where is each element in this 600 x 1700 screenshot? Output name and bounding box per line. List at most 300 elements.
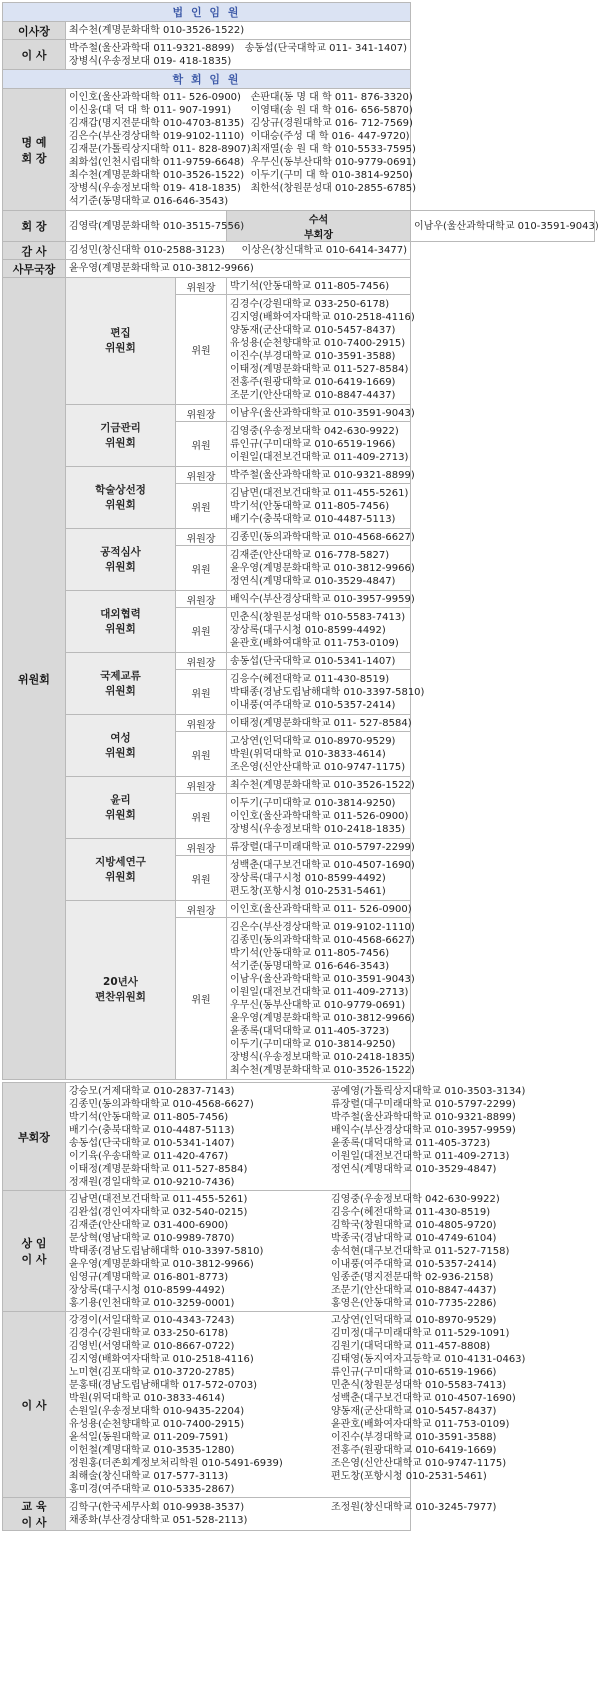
committee-name: [66, 529, 176, 591]
committee-members: [227, 856, 415, 901]
role-text: 위원: [191, 346, 211, 357]
list-item: 이신웅(대 덕 대 학 011- 907-1991): [69, 105, 232, 116]
label-line: 지방세연구: [95, 855, 146, 868]
table-row: [3, 405, 595, 422]
chair-label: [3, 22, 66, 40]
label-line: 여성: [110, 731, 131, 744]
grid-entry: 민춘식(창원문성대학 010-5583-7413): [331, 1379, 507, 1391]
committee-members: [227, 295, 415, 405]
grid-entry: 강경이(서일대학교 010-4343-7243): [69, 1314, 235, 1326]
role-text: 위원: [191, 688, 211, 700]
grid-entry: 김영중(우송정보대학 042-630-9922): [331, 1193, 500, 1205]
grid-entry: 김응수(혜전대학교 011-430-8519): [331, 1206, 491, 1218]
grid-entry: 김경수(강원대학교 033-250-6178): [69, 1327, 229, 1339]
label-line: 사무국장: [12, 262, 56, 276]
label-line: 편집: [110, 327, 131, 339]
secretary-label: [3, 260, 66, 278]
list-item: 장병식(우송정보대학 010-2418-1835): [230, 823, 406, 835]
grid-entry: 김원기(대덕대학교 011-457-8808): [331, 1340, 491, 1352]
label-line: 기금관리: [100, 421, 141, 434]
grid-entry: 이태정(계명문화대학교 011-527-8584): [69, 1163, 248, 1175]
auditor-b: 이상은(창신대학교 010-6414-3477): [241, 245, 407, 256]
section-header-society: [3, 70, 411, 89]
table-row: [3, 22, 595, 40]
role-text: 위원: [191, 502, 211, 514]
list-item: 민춘식(창원문성대학 010-5583-7413): [230, 611, 406, 623]
member-role: [176, 670, 227, 715]
list-item: 박태종(경남도립남해대학 010-3397-5810): [230, 686, 425, 698]
list-item: 석기준(동명대학교 016-646-3543): [69, 196, 229, 207]
member-role: [176, 546, 227, 591]
grid-entry: 채종화(부산경상대학교 051-528-2113): [69, 1515, 248, 1526]
label-line: 위원회: [105, 746, 136, 759]
chair-entry: 김종민(동의과학대학교 010-4568-6627): [230, 531, 415, 543]
grid-entry: 윤석일(동원대학교 011-209-7591): [69, 1431, 229, 1443]
grid-entry: 양동재(군산대학교 010-5457-8437): [331, 1405, 497, 1417]
label-line: 위원회: [18, 672, 50, 686]
committee-members: [227, 918, 415, 1080]
chair-role: [176, 278, 227, 295]
vp-label: [227, 211, 411, 242]
label-line: 교 육: [21, 1500, 47, 1513]
committee-chair: [227, 653, 411, 670]
president-text: 김영락(계명문화대학 010-3515-7556): [69, 220, 245, 232]
list-item: 이두기(구미 대 학 010-3814-9250): [250, 170, 413, 181]
standing-label: [3, 1191, 66, 1312]
officer-roster: [2, 2, 599, 1531]
grid-entry: 김학구(한국세무사회 010-9938-3537): [69, 1502, 245, 1513]
role-text: 위원장: [186, 719, 216, 731]
grid-entry: [331, 1483, 525, 1496]
label-line: 위원회: [105, 684, 136, 697]
chair-role: [176, 529, 227, 546]
list-item: 이인호(울산과학대학 011- 526-0900): [69, 92, 241, 103]
board-label: [3, 1312, 66, 1498]
committee-members: [227, 422, 411, 467]
role-text: 위원: [191, 564, 211, 576]
list-item: 최화섭(인천시립대학 011-9759-6648): [69, 157, 245, 168]
auditor-a: 김성민(창신대학 010-2588-3123): [69, 245, 225, 256]
grid-entry: 김학국(창원대학교 010-4805-9720): [331, 1219, 497, 1231]
list-item: 조은영(신안산대학교 010-9747-1175): [230, 761, 406, 773]
chair-value: [66, 22, 411, 40]
committee-chair: [227, 278, 411, 295]
label-line: 국제교류: [100, 669, 141, 682]
list-item: 최한석(창원문성대 010-2855-6785): [250, 183, 417, 194]
role-text: 위원장: [186, 905, 216, 917]
grid-entry: 유성용(순천향대학교 010-7400-2915): [69, 1418, 245, 1430]
label-line: 이 사: [21, 48, 47, 62]
label-line: 위원회: [105, 498, 136, 511]
chair-role: [176, 467, 227, 484]
grid-entry: 김남면(대전보건대학교 011-455-5261): [69, 1193, 248, 1205]
role-text: 위원장: [186, 409, 216, 421]
label-line: 수석: [308, 215, 329, 226]
table-row: [3, 89, 595, 211]
committee-members: [227, 732, 411, 777]
honorary-value: [66, 89, 417, 211]
label-line: 편찬위원회: [95, 991, 146, 1003]
role-text: 위원: [191, 750, 211, 762]
committee-name: [66, 467, 176, 529]
committee-name: [66, 715, 176, 777]
chair-entry: 박기석(안동대학교 011-805-7456): [230, 280, 390, 292]
grid-entry: 이내풍(여주대학교 010-5357-2414): [331, 1258, 497, 1270]
committee-chair: [227, 529, 415, 546]
label-line: 부회장: [18, 1130, 50, 1144]
list-item: 박기석(안동대학교 011-805-7456): [230, 947, 390, 959]
table-row: [3, 242, 595, 260]
label-line: 회 장: [21, 220, 47, 233]
committee-name: [66, 278, 176, 405]
table-row: [3, 1191, 595, 1312]
list-item: 장상록(대구시청 010-8599-4492): [230, 624, 386, 636]
role-text: 위원: [191, 874, 211, 886]
list-item: 전홍주(원광대학교 010-6419-1669): [230, 376, 396, 388]
list-item: 김종민(동의과학대학교 010-4568-6627): [230, 934, 415, 946]
committee-chair: [227, 777, 415, 794]
grid-entry: 임영규(계명대학교 016-801-8773): [69, 1271, 229, 1283]
grid-entry: 김영빈(서영대학교 010-8667-0722): [69, 1340, 235, 1352]
label-line: 이 사: [21, 1253, 47, 1266]
list-item: 윤우영(계명문화대학교 010-3812-9966): [230, 1012, 415, 1024]
auditor-value: [66, 242, 411, 260]
table-row: [3, 839, 595, 856]
chair-role: [176, 591, 227, 608]
president-value: [66, 211, 245, 242]
table-row: [3, 653, 595, 670]
committee-chair: [227, 839, 415, 856]
chair-entry: 이태정(계명문화대학교 011- 527-8584): [230, 717, 412, 729]
role-text: 위원장: [186, 657, 216, 669]
list-item: 이남우(울산과학대학교 010-3591-9043): [230, 973, 415, 985]
name-grid: [69, 1193, 510, 1310]
label-line: 위원회: [105, 622, 136, 635]
grid-entry: 이헌철(계명대학교 010-3535-1280): [69, 1444, 235, 1456]
label-line: 위원회: [105, 808, 136, 821]
chair-entry: 최수천(계명문화대학교 010-3526-1522): [230, 779, 415, 791]
grid-entry: 류장렬(대구미래대학교 010-5797-2299): [331, 1098, 516, 1110]
chair-entry: 이인호(울산과학대학교 011- 526-0900): [230, 903, 412, 915]
list-item: 김은수(부산경상대학교 019-9102-1110): [230, 921, 415, 933]
grid-entry: 이기육(우송대학교 011-420-4767): [69, 1150, 229, 1162]
list-item: 김은수(부산경상대학 019-9102-1110): [69, 131, 245, 142]
grid-entry: 윤관호(배화여자대학교 011-753-0109): [331, 1418, 510, 1430]
president-label: [3, 211, 66, 242]
vice-label: [3, 1083, 66, 1191]
list-item: 김영중(우송정보대학 042-630-9922): [230, 425, 399, 437]
label-line: 명 예: [21, 135, 47, 149]
list-item: 배기수(충북대학교 010-4487-5113): [230, 513, 396, 525]
name-list: [230, 487, 407, 526]
chair-entry: 류장렬(대구미래대학교 010-5797-2299): [230, 841, 415, 853]
grid-entry: 이원일(대전보건대학교 011-409-2713): [331, 1150, 510, 1162]
list-item: 이원일(대전보건대학교 011-409-2713): [230, 451, 409, 463]
grid-entry: 문상혁(영남대학교 010-9989-7870): [69, 1232, 235, 1244]
committee-chair: [227, 405, 415, 422]
grid-entry: 윤우영(계명문화대학교 010-3812-9966): [69, 1258, 254, 1270]
grid-entry: 공예영(가톨릭상지대학교 010-3503-3134): [331, 1085, 526, 1097]
table-row: [3, 70, 595, 89]
member-role: [176, 918, 227, 1080]
committee-name: [66, 653, 176, 715]
name-list: [251, 91, 416, 208]
chair-entry: 배익수(부산경상대학교 010-3957-9959): [230, 593, 415, 605]
committee-members: [227, 546, 415, 591]
table-row: [3, 40, 595, 70]
table-row: [3, 1312, 595, 1498]
chair-role: [176, 715, 227, 732]
label-line: 위원회: [105, 560, 136, 573]
section-title: 법 인 임 원: [172, 6, 241, 19]
list-item: 이내풍(여주대학교 010-5357-2414): [230, 699, 396, 711]
label-line: 이사장: [18, 24, 50, 38]
committee-name: [66, 901, 176, 1080]
roster-table: [2, 2, 599, 1531]
edu-label: [3, 1498, 66, 1531]
list-item: 최수천(계명문화대학 010-3526-1522): [69, 170, 245, 181]
directors-value: [66, 40, 411, 70]
list-item: 편도창(포항시청 010-2531-5461): [230, 885, 386, 897]
grid-entry: 김종민(동의과학대학교 010-4568-6627): [69, 1098, 254, 1110]
grid-entry: 노미현(김포대학교 010-3720-2785): [69, 1366, 235, 1378]
table-row: [3, 715, 595, 732]
label-line: 상 임: [21, 1237, 47, 1250]
grid-entry: 홍미경(여주대학교 010-5335-2867): [69, 1483, 235, 1495]
table-row: [3, 278, 595, 295]
list-item: 이태정(계명문화대학교 011-527-8584): [230, 363, 409, 375]
label-line: 위원회: [105, 342, 136, 354]
committee-members: [227, 484, 411, 529]
list-item: 장병식(우송정보대학교 010-2418-1835): [230, 1051, 415, 1063]
vp-text: 이남우(울산과학대학교 010-3591-9043): [414, 220, 599, 232]
role-text: 위원장: [186, 781, 216, 793]
name-list: [230, 859, 415, 898]
committee-name: [66, 777, 176, 839]
role-text: 위원장: [186, 282, 216, 294]
role-text: 위원장: [186, 843, 216, 855]
grid-entry: 윤종록(대덕대학교 011-405-3723): [331, 1137, 491, 1149]
member-role: [176, 484, 227, 529]
grid-entry: 김태영(동지여자고등학교 010-4131-0463): [331, 1353, 526, 1365]
grid-entry: 김재준(안산대학교 031-400-6900): [69, 1219, 229, 1231]
role-text: 위원: [191, 440, 211, 452]
grid-entry: 조은영(신안산대학교 010-9747-1175): [331, 1457, 507, 1469]
name-list: [230, 298, 415, 402]
grid-entry: 최해술(창신대학교 017-577-3113): [69, 1470, 229, 1482]
grid-entry: 송동섭(단국대학교 010-5341-1407): [69, 1137, 235, 1149]
honorary-label: [3, 89, 66, 211]
list-item: 최수천(계명문화대학교 010-3526-1522): [230, 1064, 415, 1076]
list-item: 손판대(동 명 대 학 011- 876-3320): [250, 92, 413, 103]
list-item: 이영태(송 원 대 학 016- 656-5870): [250, 105, 413, 116]
role-text: 위원장: [186, 595, 216, 607]
label-line: 20년사: [103, 976, 138, 988]
committee-group-label: [3, 278, 66, 1080]
chair-role: [176, 839, 227, 856]
chair-text: 최수천(계명문화대학 010-3526-1522): [69, 25, 245, 36]
grid-entry: 박종국(경남대학교 010-4749-6104): [331, 1232, 497, 1244]
list-item: 정연식(계명대학교 010-3529-4847): [230, 575, 396, 587]
table-row: [3, 260, 595, 278]
grid-entry: 홍영은(안동대학교 010-7735-2286): [331, 1297, 497, 1309]
grid-entry: 박원(위덕대학교 010-3833-4614): [69, 1392, 225, 1404]
directors-label: [3, 40, 66, 70]
committee-chair: [227, 591, 415, 608]
member-role: [176, 608, 227, 653]
label-line: 위원회: [105, 870, 136, 883]
grid-entry: 임종준(명지전문대학 02-936-2158): [331, 1271, 494, 1283]
member-role: [176, 295, 227, 405]
list-item: 우무신(동부산대학교 010-9779-0691): [230, 999, 406, 1011]
grid-entry: [331, 1514, 496, 1527]
grid-entry: 강승모(거제대학교 010-2837-7143): [69, 1085, 235, 1097]
grid-entry: 고상연(인덕대학교 010-8970-9529): [331, 1314, 497, 1326]
board-value: [66, 1312, 526, 1498]
list-item: 김재갑(명지전문대학 010-4703-8135): [69, 118, 245, 129]
name-list: [230, 735, 407, 774]
grid-entry: 전홍주(원광대학교 010-6419-1669): [331, 1444, 497, 1456]
name-grid: [69, 1085, 526, 1189]
list-item: 박기석(안동대학교 011-805-7456): [230, 500, 390, 512]
grid-entry: 류인규(구미대학교 010-6519-1966): [331, 1366, 497, 1378]
table-row: [3, 1083, 595, 1191]
role-text: 위원: [191, 812, 211, 824]
chair-role: [176, 653, 227, 670]
list-item: 박주철(울산과학대 011-9321-8899): [69, 42, 235, 54]
vice-value: [66, 1083, 526, 1191]
chair-role: [176, 777, 227, 794]
list-item: 김재준(안산대학교 016-778-5827): [230, 549, 390, 561]
member-role: [176, 732, 227, 777]
list-item: 이인호(울산과학대학교 011-526-0900): [230, 810, 409, 822]
label-line: 부회장: [304, 230, 333, 241]
list-item: 양동재(군산대학교 010-5457-8437): [230, 324, 396, 336]
committee-chair: [227, 467, 415, 484]
name-grid: [69, 1314, 526, 1496]
grid-entry: [331, 1176, 525, 1189]
committee-members: [227, 794, 411, 839]
grid-entry: 배기수(충북대학교 010-4487-5113): [69, 1124, 235, 1136]
list-item: 송동섭(단국대학교 011- 341-1407): [244, 42, 407, 54]
list-item: 이두기(구미대학교 010-3814-9250): [230, 1038, 396, 1050]
committee-name: [66, 591, 176, 653]
list-item: 윤관호(배화여대학교 011-753-0109): [230, 637, 399, 649]
name-list: [69, 42, 245, 68]
chair-role: [176, 405, 227, 422]
table-row: [3, 211, 595, 242]
grid-entry: 이진수(부경대학교 010-3591-3588): [331, 1431, 497, 1443]
role-text: 위원장: [186, 471, 216, 483]
auditor-label: [3, 242, 66, 260]
section-header-corporate: [3, 3, 411, 22]
committee-members: [227, 608, 411, 653]
list-item: 이대승(주성 대 학 016- 447-9720): [250, 131, 410, 142]
list-item: 김경수(강원대학교 033-250-6178): [230, 298, 390, 310]
role-text: 위원: [191, 995, 211, 1006]
list-item: 최재열(송 원 대 학 010-5533-7595): [250, 144, 416, 155]
table-row: [3, 901, 595, 918]
name-list: [230, 673, 425, 712]
committee-members: [227, 670, 425, 715]
name-list: [230, 549, 415, 588]
list-item: 장병식(우송정보대학 019- 418-1835): [69, 183, 241, 194]
grid-entry: 손원일(우송정보대학 010-9435-2204): [69, 1405, 245, 1417]
name-list: [230, 797, 407, 836]
member-role: [176, 422, 227, 467]
grid-entry: 홍기용(인천대학교 010-3259-0001): [69, 1297, 235, 1309]
grid-entry: 장상록(대구시청 010-8599-4492): [69, 1284, 225, 1296]
table-row: [3, 1498, 595, 1531]
two-col: [69, 244, 407, 257]
grid-entry: 조문기(안산대학교 010-8847-4437): [331, 1284, 497, 1296]
list-item: 장병식(우송정보대 019- 418-1835): [69, 55, 232, 67]
table-row: [3, 529, 595, 546]
name-list: [230, 425, 407, 464]
two-col: [69, 42, 407, 68]
list-item: 이원일(대전보건대학교 011-409-2713): [230, 986, 409, 998]
table-row: [3, 467, 595, 484]
role-text: 위원장: [186, 533, 216, 545]
list-item: 류인규(구미대학교 010-6519-1966): [230, 438, 396, 450]
grid-entry: 박주철(울산과학대학교 010-9321-8899): [331, 1111, 516, 1123]
list-item: 고상연(인덕대학교 010-8970-9529): [230, 735, 396, 747]
list-item: 장상록(대구시청 010-8599-4492): [230, 872, 386, 884]
list-item: 김남면(대전보건대학교 011-455-5261): [230, 487, 409, 499]
section-title: 학 회 임 원: [172, 73, 241, 86]
chair-entry: 박주철(울산과학대학교 010-9321-8899): [230, 469, 415, 481]
list-item: 박원(위덕대학교 010-3833-4614): [230, 748, 386, 760]
grid-entry: 성백춘(대구보건대학교 010-4507-1690): [331, 1392, 516, 1404]
secretary-value: [66, 260, 411, 278]
vp-value: [411, 211, 599, 242]
label-line: 위원회: [105, 436, 136, 449]
committee-name: [66, 405, 176, 467]
two-col: [69, 91, 417, 208]
list-item: 유성용(순천향대학교 010-7400-2915): [230, 337, 406, 349]
chair-entry: 송동섭(단국대학교 010-5341-1407): [230, 655, 396, 667]
list-item: 조문기(안산대학교 010-8847-4437): [230, 389, 396, 401]
name-list: [245, 42, 407, 68]
name-list: [230, 921, 415, 1077]
label-line: 대외협력: [100, 607, 141, 620]
label-line: 공적심사: [100, 545, 141, 558]
role-text: 위원: [191, 626, 211, 638]
grid-entry: 김지영(배화여자대학교 010-2518-4116): [69, 1353, 254, 1365]
committee-chair: [227, 901, 411, 918]
committee-name: [66, 839, 176, 901]
label-line: 이 사: [21, 1398, 47, 1412]
chair-role: [176, 901, 227, 918]
name-list: [69, 91, 251, 208]
label-line: 학술상선정: [95, 483, 146, 496]
standing-value: [66, 1191, 510, 1312]
list-item: 김재문(가톨릭상지대학 011- 828-8907): [69, 144, 251, 155]
name-grid: [69, 1501, 497, 1527]
member-role: [176, 794, 227, 839]
grid-entry: 배익수(부산경상대학교 010-3957-9959): [331, 1124, 516, 1136]
label-line: 윤리: [110, 793, 131, 806]
list-item: 성백춘(대구보건대학교 010-4507-1690): [230, 859, 415, 871]
edu-value: [66, 1498, 497, 1531]
grid-entry: 박기석(안동대학교 011-805-7456): [69, 1111, 229, 1123]
grid-entry: 김완섭(경인여자대학교 032-540-0215): [69, 1206, 248, 1218]
label-line: 감 사: [21, 244, 47, 258]
list-item: 이진수(부경대학교 010-3591-3588): [230, 350, 396, 362]
grid-entry: 정원홍(더존회계정보처리학원 010-5491-6939): [69, 1457, 283, 1469]
label-line: 이 사: [21, 1516, 47, 1529]
grid-entry: 정연식(계명대학교 010-3529-4847): [331, 1163, 497, 1175]
